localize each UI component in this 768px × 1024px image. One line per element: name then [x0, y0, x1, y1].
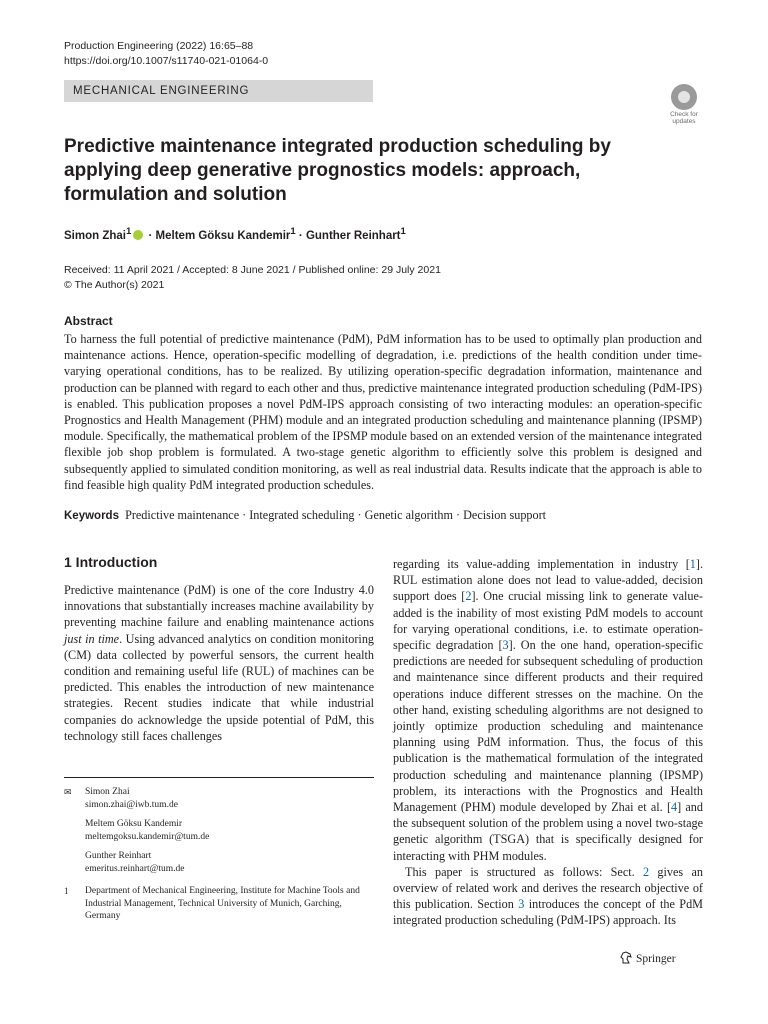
journal-citation — [64, 39, 268, 69]
contact-entry — [64, 850, 374, 875]
envelope-icon: ✉ — [64, 787, 72, 797]
keywords-line — [64, 508, 704, 523]
body-text: ] and the subsequent solution of the problem using a novel two-stage genetic algorithm (TSGA) that is specifically designed for interacting with PHM modules. — [393, 800, 703, 863]
contact-name: Simon Zhai — [85, 787, 130, 797]
contact-email[interactable]: emeritus.reinhart@tum.de — [85, 863, 185, 874]
publisher-name: Springer — [636, 953, 676, 965]
article-title: Predictive maintenance integrated production scheduling by applying deep generative prognostics models: approach, formulation and solution — [64, 136, 611, 205]
body-text: ]. One crucial missing link to generate value-added is the inability of most existing PdM models to account for varying operational conditions, i.e. to estimate operation-specific degradation [ — [393, 589, 703, 653]
affiliation-text: Department of Mechanical Engineering, Institute for Machine Tools and Industrial Management, Technical University of Munich, Garching, Germany — [85, 886, 360, 921]
abstract-text: To harness the full potential of predictive maintenance (PdM), PdM information has to be used to optimally plan production and maintenance actions. Hence, operation-specific modelling of degradation, i.e. predictions of the health condition under time-varying operational conditions, has to be realized. By utilizing operation-specific degradation information, maintenance and production can be planned with regard to each other and thus, predictive maintenance integrated production scheduling (PdM-IPS) is enabled. This publication proposes a novel PdM-IPS approach consisting of two interacting modules: an operation-specific Prognostics and Health Management (PHM) module and an integrated production scheduling and maintenance planning (IPSMP) module. Specifically, the mathematical problem of the IPSMP module based on an extended version of the maintenance integrated flexible job shop problem is formulated. A two-stage genetic algorithm to efficiently solve this problem is designed and subsequently applied to simulated condition monitoring, as well as real industrial data. Results indicate that the approach is able to find feasible high quality PdM integrated production schedules. — [64, 332, 702, 492]
section-banner: MECHANICAL ENGINEERING — [64, 80, 373, 102]
body-text: Predictive maintenance (PdM) is one of the core Industry 4.0 innovations that substantially increases machine availability by preventing machine failure and enabling maintenance actions — [64, 583, 374, 630]
body-paragraph — [393, 864, 703, 929]
body-text: This paper is structured as follows: Sect. — [405, 864, 644, 879]
contact-name: Meltem Göksu Kandemir — [85, 819, 183, 829]
body-text: ]. On the one hand, operation-specific predictions are needed for subsequent scheduling of production and maintenance since different products and their required operations induce different stresses on the machine. On the other hand, existing scheduling algorithms are not designed to jointly optimize production scheduling and maintenance planning using PdM information. Thus, the focus of this publication is the mathematical formulation of the integrated production scheduling and maintenance planning (IPSMP) problem, its interactions with the Prognostics and Health Management (PHM) module developed by Zhai et al. [ — [393, 638, 703, 815]
body-text-italic: just in time — [64, 631, 120, 646]
publication-history — [64, 263, 441, 293]
author-name[interactable]: Meltem Göksu Kandemir — [155, 229, 291, 242]
affiliation-number: 1 — [64, 886, 69, 896]
affiliation-entry — [64, 885, 374, 923]
keywords-label: Keywords — [64, 510, 119, 522]
footnote-divider — [64, 777, 374, 778]
contact-entry — [64, 818, 374, 843]
citation-link[interactable]: 3 — [502, 638, 509, 653]
section-link[interactable]: 2 — [643, 864, 650, 879]
section-link[interactable]: 3 — [518, 897, 525, 912]
body-text: introduces the concept of the PdM integrated production scheduling (PdM-IPS) approach. Its — [393, 897, 703, 928]
body-text: gives an overview of related work and derives the research objective of this publication. Section — [393, 864, 703, 912]
body-text: regarding its value-adding implementation in industry [ — [393, 557, 690, 571]
citation-link[interactable]: 1 — [689, 557, 696, 571]
citation-link[interactable]: 4 — [671, 800, 678, 815]
copyright-notice: © The Author(s) 2021 — [64, 279, 165, 291]
springer-horse-icon — [620, 951, 632, 964]
publisher-logo — [620, 951, 676, 965]
contact-entry — [64, 786, 374, 811]
doi-link[interactable]: https://doi.org/10.1007/s11740-021-01064-0 — [64, 55, 269, 67]
author-separator: · — [295, 229, 306, 242]
check-for-updates-badge[interactable] — [665, 84, 703, 124]
check-for-updates-label: Check for updates — [670, 111, 698, 125]
section-heading: 1 Introduction — [64, 554, 158, 570]
author-separator: · — [145, 229, 156, 242]
contact-email[interactable]: meltemgoksu.kandemir@tum.de — [85, 831, 210, 842]
footnotes — [64, 786, 374, 930]
contact-name: Gunther Reinhart — [85, 851, 152, 861]
body-paragraph — [393, 556, 703, 864]
body-text: . Using advanced analytics on condition monitoring (CM) data collected by powerful sensors, the current health condition and remaining useful life (RUL) of machines can be predicted. This enables the introduction of new maintenance strategies. Recent studies indicate that while industrial companies do acknowledge the upside potential of PdM, this technology still faces challenges — [64, 631, 375, 743]
body-text: ]. RUL estimation alone does not lead to value-added, decision support does [ — [393, 557, 703, 604]
author-affiliation-mark: 1 — [290, 226, 296, 237]
keywords-list: Predictive maintenance · Integrated scheduling · Genetic algorithm · Decision support — [125, 508, 547, 522]
article-dates: Received: 11 April 2021 / Accepted: 8 June 2021 / Published online: 29 July 2021 — [64, 264, 441, 276]
author-name[interactable]: Gunther Reinhart — [305, 229, 401, 242]
body-column-right — [393, 556, 703, 929]
check-for-updates-icon — [671, 84, 697, 110]
author-affiliation-mark: 1 — [400, 226, 406, 237]
body-column-left — [64, 582, 374, 744]
author-name[interactable]: Simon Zhai — [64, 229, 126, 242]
orcid-icon[interactable] — [133, 230, 143, 240]
abstract-heading: Abstract — [64, 314, 113, 328]
journal-line: Production Engineering (2022) 16:65–88 — [64, 40, 254, 52]
author-affiliation-mark: 1 — [125, 226, 132, 237]
author-list — [64, 226, 406, 242]
contact-email[interactable]: simon.zhai@iwb.tum.de — [85, 799, 178, 810]
citation-link[interactable]: 2 — [465, 589, 472, 604]
